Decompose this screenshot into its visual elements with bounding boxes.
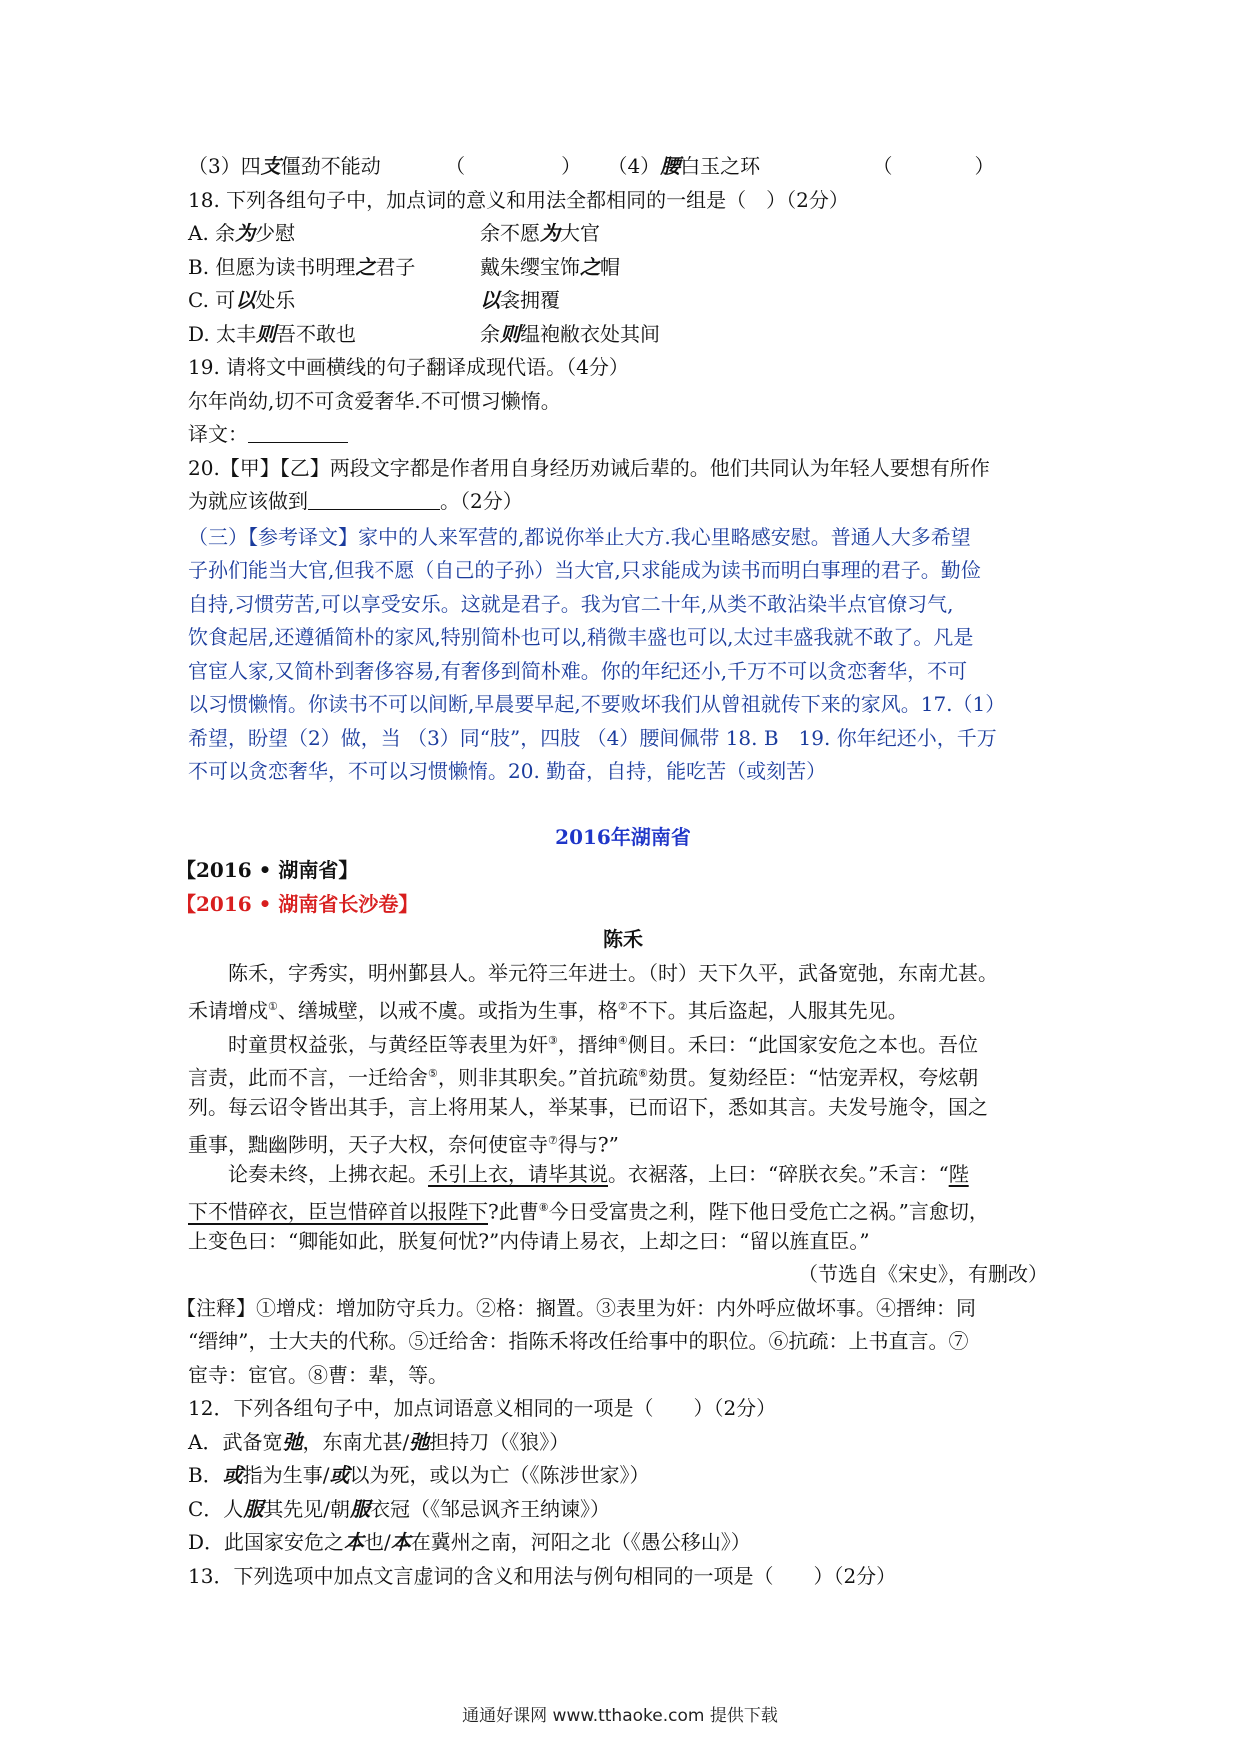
answer-line: 自持,习惯劳苦,可以享受安乐。这就是君子。我为官二十年,从类不敢沾染半点官僚习气,	[188, 591, 954, 616]
dotted-word: 或	[329, 1463, 350, 1487]
q17-items-line	[188, 150, 1058, 184]
note-line: “缙绅”，士大夫的代称。⑤迁给舍：指陈禾将改任给事中的职位。⑥抗疏：上书直言。⑦	[188, 1329, 969, 1353]
answer-blank	[308, 487, 440, 510]
article-line: 陈禾，字秀实，明州鄞县人。举元符三年进士。（时）天下久平，武备宽弛，东南尤甚。	[228, 960, 998, 985]
underlined-sentence: 陛	[948, 1161, 969, 1186]
article-title: 陈禾	[603, 927, 643, 951]
q19-sentence: 尔年尚幼,切不可贪爱奢华.不可惯习懒惰。	[188, 388, 561, 413]
answer-line: （三）【参考译文】家中的人来军营的,都说你举止大方.我心里略感安慰。普通人大多希望	[188, 524, 971, 549]
answer-block	[188, 521, 1058, 789]
dotted-word: 之	[580, 254, 600, 279]
dotted-word: 支	[260, 154, 281, 178]
q19-stem: 19. 请将文中画横线的句子翻译成现代语。（4分）	[188, 355, 629, 379]
article-line: 上变色曰：“卿能如此，朕复何忧?”内侍请上易衣，上却之曰：“留以旌直臣。”	[188, 1228, 870, 1253]
answer-paren: （ ）	[872, 154, 995, 178]
answer-line: 不可以贪恋奢华，不可以习惯懒惰。20. 勤奋，自持，能吃苦（或刻苦）	[188, 759, 827, 783]
dotted-word: 之	[355, 254, 376, 279]
q17-item3-text: （3）四	[188, 154, 261, 178]
dotted-word: 弛	[409, 1429, 430, 1454]
q18-stem: 18. 下列各组句子中，加点词的意义和用法全都相同的一组是（ ）（2分）	[188, 187, 849, 212]
article-line: 列。每云诏令皆出其手，言上将用某人，举某事，已而诏下，悉如其言。夫发号施令，国之	[188, 1094, 988, 1119]
dotted-word: 以	[235, 288, 256, 312]
article-line: 时童贯权益张，与黄经臣等表里为奸③，搢绅④侧目。禾曰：“此国家安危之本也。吾位	[228, 1032, 978, 1057]
dotted-word: 弛	[282, 1429, 303, 1454]
article-text	[188, 957, 1058, 1292]
answer-line: 子孙们能当大官,但我不愿（自己的子孙）当大官,只求能成为读书而明白事理的君子。勤俭	[188, 558, 981, 582]
q18-option-d: D. 太丰则吾不敢也 余则缊袍敝衣处其间	[188, 321, 660, 346]
underlined-sentence: 禾引上衣，请毕其说	[428, 1161, 608, 1186]
note-line: 宦寺：宦官。⑧曹：辈，等。	[188, 1362, 448, 1387]
q20-line1: 20.【甲】【乙】两段文字都是作者用自身经历劝诫后辈的。他们共同认为年轻人要想有所作	[188, 455, 990, 480]
q12-option-d: D．此国家安危之本也/本在冀州之南，河阳之北（《愚公移山》）	[188, 1530, 751, 1554]
q17-item3-text: 僵劲不能动	[280, 154, 381, 178]
answer-blank	[248, 420, 348, 443]
q18-option-a: A. 余为少慰 余不愿为大官	[188, 221, 600, 245]
answer-line: 官宦人家,又简朴到奢侈容易,有奢侈到简朴难。你的年纪还小,千万不可以贪恋奢华，不可	[188, 658, 968, 683]
exam-tag: 【2016 • 湖南省长沙卷】	[176, 891, 419, 916]
section-title: 2016年湖南省	[555, 824, 691, 849]
dotted-word: 则	[256, 321, 277, 346]
dotted-word: 本	[344, 1530, 365, 1554]
q17-item4-text: （4）	[607, 154, 661, 178]
dotted-word: 以	[480, 288, 500, 312]
q18-option-b: B. 但愿为读书明理之君子 戴朱缨宝饰之帽	[188, 254, 620, 279]
dotted-word: 服	[243, 1496, 264, 1521]
q12-option-b: B．或指为生事/或以为死，或以为亡（《陈涉世家》）	[188, 1463, 650, 1487]
dotted-word: 则	[500, 321, 520, 346]
answer-paren: （ ）	[445, 154, 582, 178]
answer-line: 以习惯懒惰。你读书不可以间断,早晨要早起,不要败坏我们从曾祖就传下来的家风。17.（1）	[188, 692, 1006, 716]
answer-line: 饮食起居,还遵循简朴的家风,特别简朴也可以,稍微丰盛也可以,太过丰盛我就不敢了。凡是	[188, 625, 974, 649]
q12-option-c: C．人服其先见/朝服衣冠（《邹忌讽齐王纳谏》）	[188, 1496, 611, 1521]
article-line: 下不惜碎衣，臣岂惜碎首以报陛下?此曹⑧今日受富贵之利，陛下他日受危亡之祸。”言愈切，	[188, 1199, 989, 1224]
dotted-word: 为	[235, 221, 256, 245]
q19-translation-line: 译文：	[188, 418, 1058, 452]
document-body	[176, 150, 1058, 1593]
underlined-sentence: 下不惜碎衣，臣岂惜碎首以报陛下	[188, 1199, 488, 1224]
dotted-word: 服	[350, 1496, 371, 1521]
q13-stem: 13．下列选项中加点文言虚词的含义和用法与例句相同的一项是（ ）（2分）	[188, 1563, 897, 1588]
article-line: 言责，此而不言，一迁给舍⑤，则非其职矣。”首抗疏⑥劾贯。复劾经臣：“怙宠弄权，夸炫朝	[188, 1065, 979, 1090]
article-line: 论奏未终，上拂衣起。禾引上衣，请毕其说。衣裾落，上曰：“碎朕衣矣。”禾言：“陛	[228, 1161, 969, 1186]
q18-option-c: C. 可以处乐 以衾拥覆	[188, 288, 560, 312]
province-tag: 【2016 • 湖南省】	[176, 858, 359, 882]
q12-option-a: A．武备宽弛，东南尤甚/弛担持刀（《狼》）	[188, 1429, 570, 1454]
article-source: （节选自《宋史》，有删改）	[798, 1262, 1048, 1286]
dotted-word: 腰	[660, 154, 681, 178]
article-line: 禾请增戍①、缮城壁，以戒不虞。或指为生事，格②不下。其后盗起，人服其先见。	[188, 998, 908, 1023]
q17-item4-text: 白玉之环	[680, 154, 761, 178]
notes	[176, 1292, 1058, 1393]
q20-line2: 为就应该做到 。（2分）	[188, 489, 523, 513]
article-line: 重事，黜幽陟明，天子大权，奈何使宦寺⑦得与?”	[188, 1132, 619, 1157]
page-footer: 通通好课网 www.tthaoke.com 提供下载	[462, 1706, 778, 1726]
dotted-word: 本	[390, 1530, 411, 1554]
dotted-word: 为	[540, 221, 560, 245]
q12-stem: 12．下列各组句子中，加点词语意义相同的一项是（ ）（2分）	[188, 1396, 777, 1420]
answer-line: 希望，盼望（2）做，当 （3）同“肢”，四肢 （4）腰间佩带 18. B 19. 你年纪还小，千万	[188, 725, 997, 750]
note-line: 【注释】①增戍：增加防守兵力。②格：搁置。③表里为奸：内外呼应做坏事。④搢绅：同	[176, 1295, 976, 1320]
dotted-word: 或	[222, 1463, 243, 1487]
